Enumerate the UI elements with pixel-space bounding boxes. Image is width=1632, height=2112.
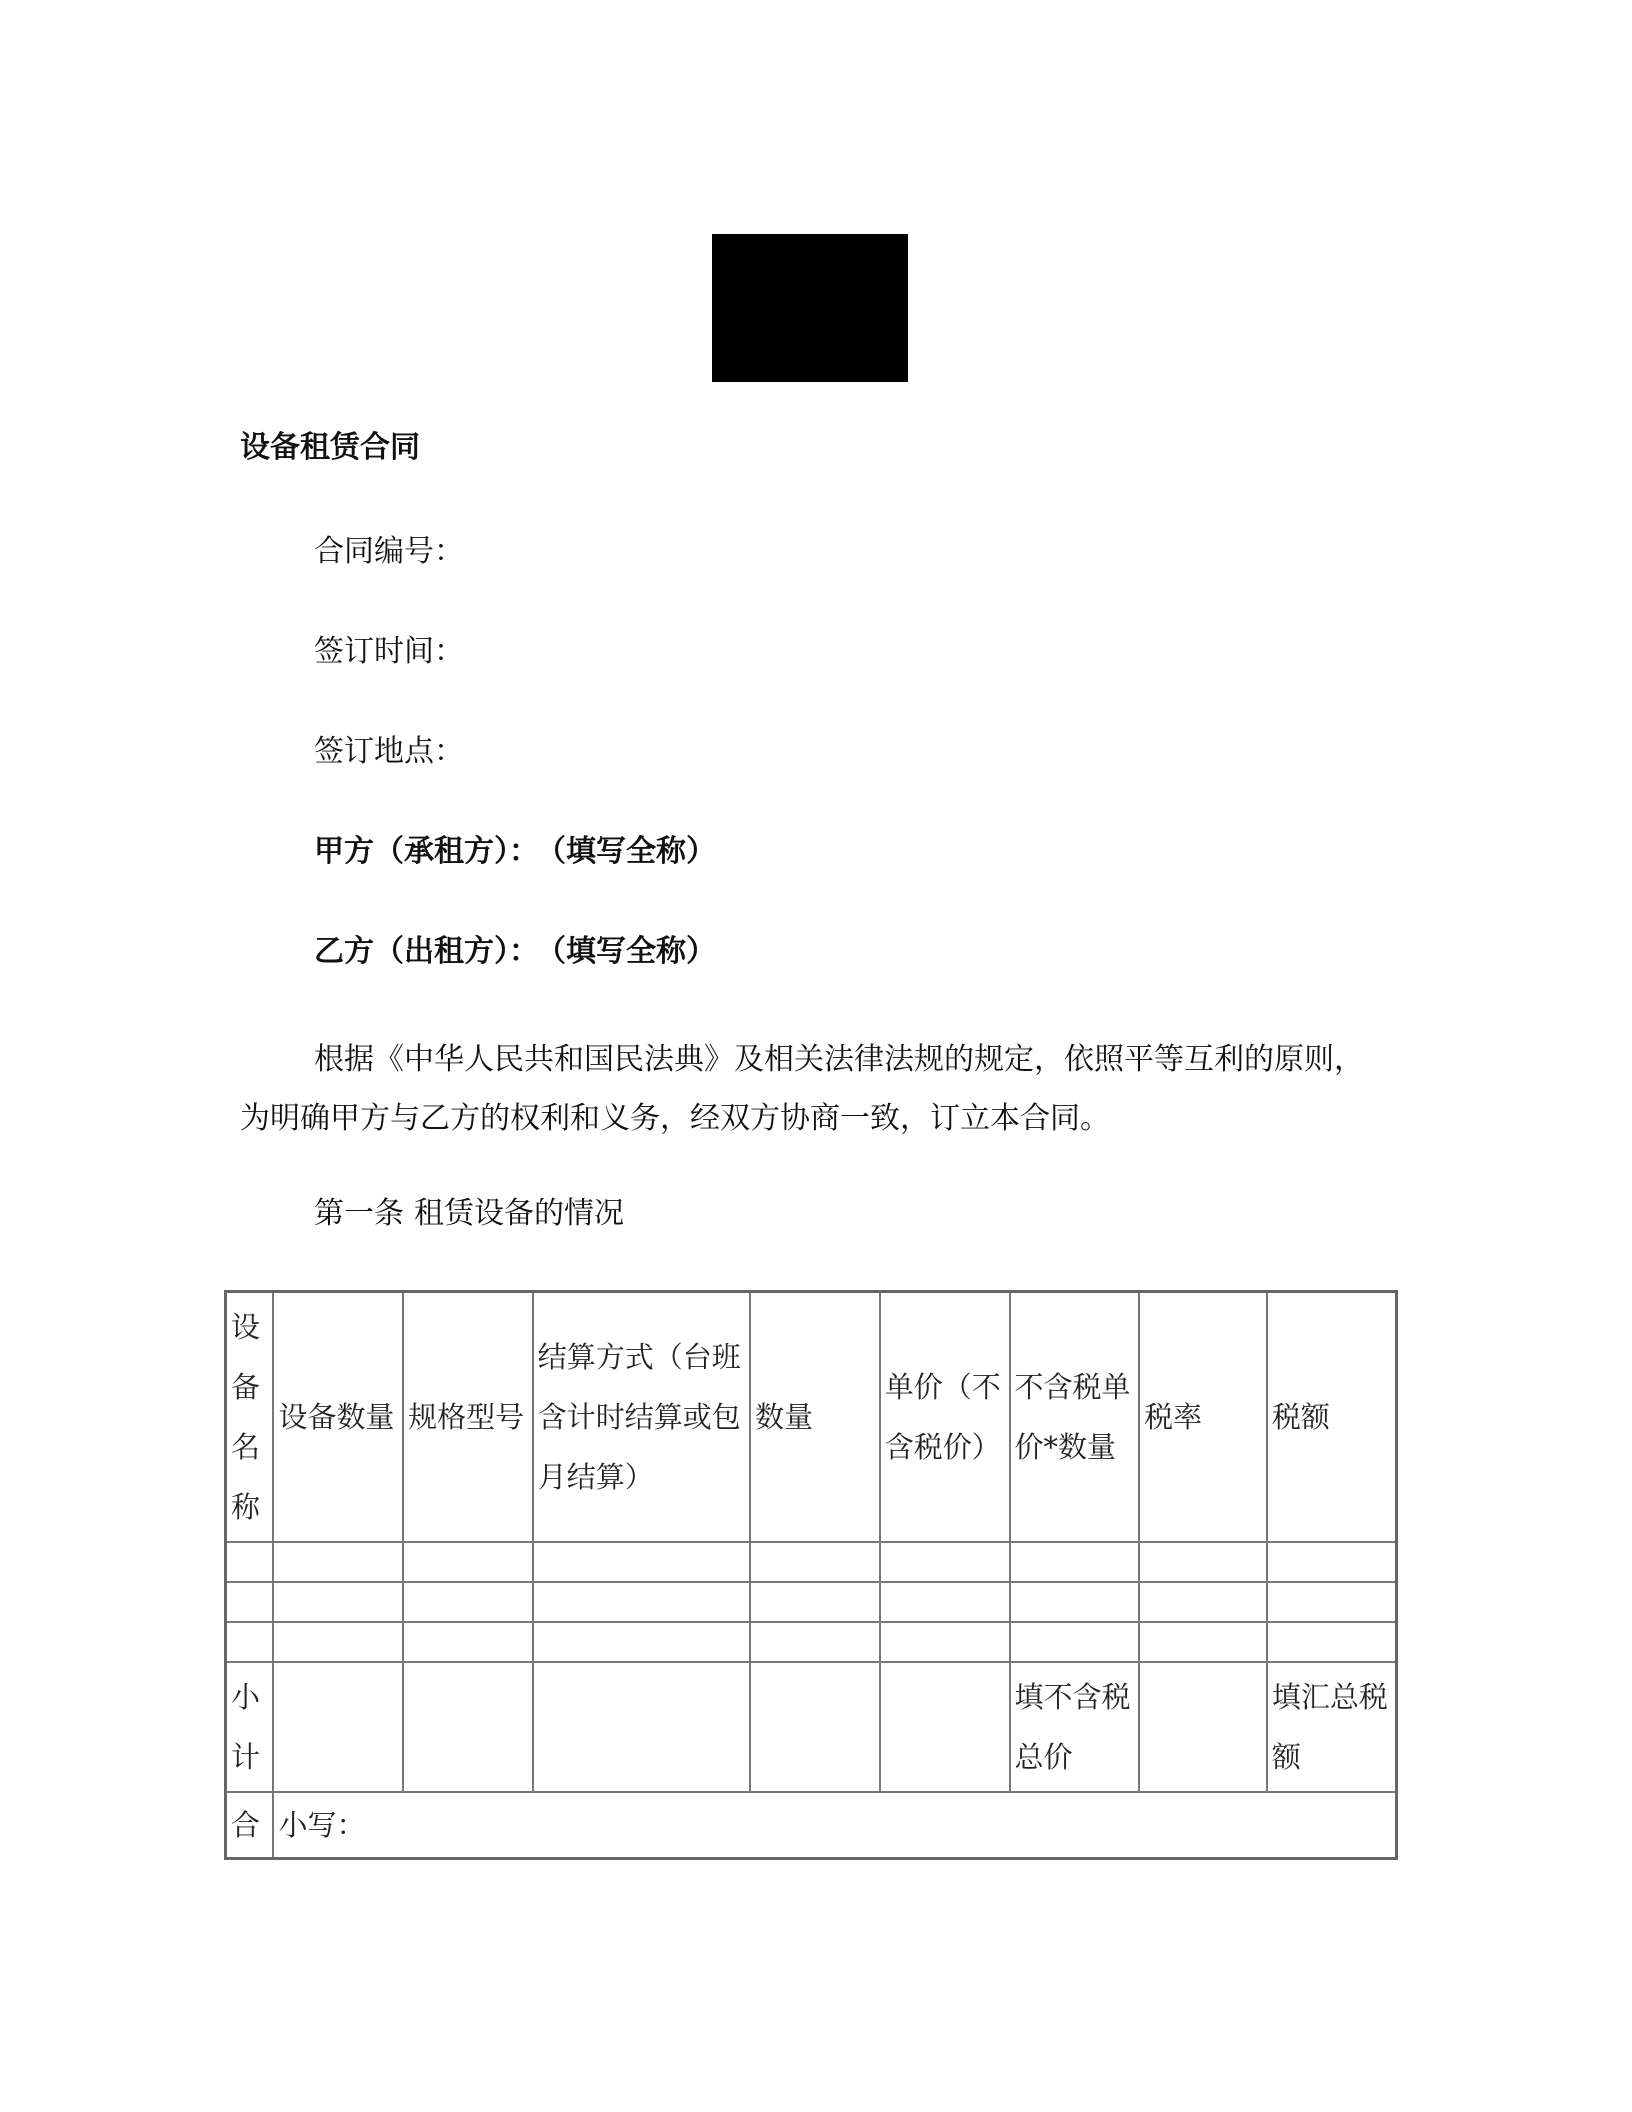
table-cell[interactable] — [403, 1662, 533, 1792]
table-cell[interactable] — [533, 1582, 750, 1622]
party-a-field — [314, 828, 716, 876]
table-cell[interactable] — [1010, 1582, 1140, 1622]
party-b-label: 乙方（出租方）： — [314, 934, 539, 969]
article-1-title: 租赁设备的情况 — [414, 1196, 624, 1231]
table-cell[interactable] — [273, 1622, 403, 1662]
article-1-number: 第一条 — [314, 1196, 404, 1231]
header-tax-amount: 税额 — [1267, 1292, 1397, 1543]
article-1-heading — [314, 1190, 624, 1238]
preamble-paragraph: 根据《中华人民共和国民法典》及相关法律法规的规定，依照平等互利的原则，为明确甲方与乙方的权利和义务，经双方协商一致，订立本合同。 — [240, 1042, 1364, 1136]
header-quantity: 数量 — [750, 1292, 880, 1543]
total-label: 合 — [226, 1792, 274, 1859]
header-tax-rate: 税率 — [1139, 1292, 1267, 1543]
table-cell[interactable] — [880, 1542, 1010, 1582]
table-cell[interactable] — [226, 1542, 274, 1582]
sign-time-field — [314, 628, 464, 676]
table-cell[interactable] — [880, 1662, 1010, 1792]
document-title: 设备租赁合同 — [240, 430, 420, 465]
subtotal-label: 小计 — [226, 1662, 274, 1792]
table-cell[interactable] — [273, 1582, 403, 1622]
contract-number-field — [314, 528, 464, 576]
subtotal-tax-cell[interactable]: 填汇总税额 — [1267, 1662, 1397, 1792]
table-cell[interactable] — [1267, 1542, 1397, 1582]
table-cell[interactable] — [750, 1582, 880, 1622]
sign-time-label: 签订时间： — [314, 634, 464, 669]
table-cell[interactable] — [1139, 1622, 1267, 1662]
party-a-label: 甲方（承租方）： — [314, 834, 539, 869]
table-cell[interactable] — [403, 1582, 533, 1622]
table-row — [226, 1542, 1397, 1582]
header-equipment-count: 设备数量 — [273, 1292, 403, 1543]
redacted-logo-block — [712, 234, 908, 382]
table-cell[interactable] — [750, 1622, 880, 1662]
table-cell[interactable] — [1010, 1622, 1140, 1662]
table-row — [226, 1622, 1397, 1662]
header-equipment-name: 设备名称 — [226, 1292, 274, 1543]
total-lowercase-cell[interactable]: 小写： — [273, 1792, 1396, 1859]
table-cell[interactable] — [533, 1542, 750, 1582]
contract-number-label: 合同编号： — [314, 534, 464, 569]
sign-place-label: 签订地点： — [314, 734, 464, 769]
table-cell[interactable] — [273, 1662, 403, 1792]
table-cell[interactable] — [1267, 1622, 1397, 1662]
table-cell[interactable] — [750, 1662, 880, 1792]
table-cell[interactable] — [403, 1542, 533, 1582]
table-cell[interactable] — [226, 1622, 274, 1662]
table-row — [226, 1582, 1397, 1622]
header-pretax-amount: 不含税单价*数量 — [1010, 1292, 1140, 1543]
table-cell[interactable] — [880, 1622, 1010, 1662]
party-b-field — [314, 928, 716, 976]
total-row — [226, 1792, 1397, 1859]
table-cell[interactable] — [226, 1582, 274, 1622]
table-cell[interactable] — [533, 1622, 750, 1662]
table-cell[interactable] — [1139, 1542, 1267, 1582]
table-cell[interactable] — [1267, 1582, 1397, 1622]
party-a-fill: （填写全称） — [551, 834, 716, 869]
party-b-fill: （填写全称） — [551, 934, 716, 969]
table-cell[interactable] — [1010, 1542, 1140, 1582]
header-spec-model: 规格型号 — [403, 1292, 533, 1543]
table-header-row — [226, 1292, 1397, 1543]
table-cell[interactable] — [533, 1662, 750, 1792]
table-cell[interactable] — [273, 1542, 403, 1582]
sign-place-field — [314, 728, 464, 776]
equipment-table — [224, 1290, 1398, 1860]
header-settlement-method: 结算方式（台班含计时结算或包月结算） — [533, 1292, 750, 1543]
subtotal-pretax-cell[interactable]: 填不含税总价 — [1010, 1662, 1140, 1792]
table-cell[interactable] — [750, 1542, 880, 1582]
subtotal-row — [226, 1662, 1397, 1792]
table-cell[interactable] — [403, 1622, 533, 1662]
table-cell[interactable] — [1139, 1662, 1267, 1792]
header-unit-price: 单价（不含税价） — [880, 1292, 1010, 1543]
table-cell[interactable] — [1139, 1582, 1267, 1622]
table-cell[interactable] — [880, 1582, 1010, 1622]
